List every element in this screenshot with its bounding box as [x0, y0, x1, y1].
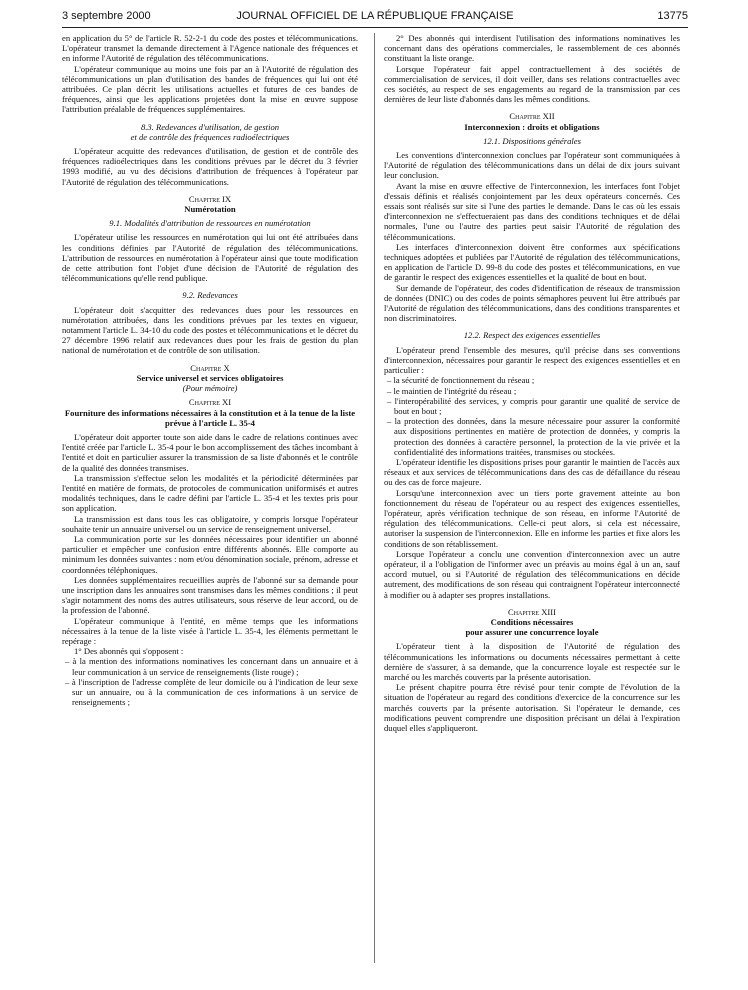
- column-separator: [374, 33, 375, 963]
- header-date: 3 septembre 2000: [62, 10, 151, 22]
- paragraph: Les interfaces d'interconnexion doivent être conformes aux spécifications techniques adoptées et publiées par l'Autorité de régulation des télécommunications, en application de l'article D. 99-8 du code des postes et télécommunications, en vue de garantir le respect des exigences essentielles et la qualité de bout en bout.: [384, 241, 680, 283]
- paragraph: L'opérateur identifie les dispositions prises pour garantir le maintien de l'accès aux réseaux et aux services de télécommunications dans des cas de défaillance du réseau ou des cas de force majeure.: [384, 456, 680, 488]
- list-item: – à l'inscription de l'adresse complète de leur domicile ou à l'indication de leur sexe sur un annuaire, ou à la communication de ces informations à un service de renseignements ;: [65, 676, 358, 708]
- chapter-title: Fourniture des informations nécessaires à la constitution et à la tenue de la liste prévue à l'article L. 35-4: [64, 407, 356, 428]
- list-item: – l'interopérabilité des services, y compris pour garantir une qualité de service de bout en bout ;: [387, 395, 680, 416]
- section-heading: et de contrôle des fréquences radioélectriques: [130, 131, 290, 142]
- section-heading: 9.1. Modalités d'attribution de ressources en numérotation: [109, 218, 311, 229]
- list-item: – la sécurité de fonctionnement du réseau ;: [387, 375, 535, 386]
- paragraph: L'opérateur doit s'acquitter des redevances dues pour les ressources en numérotation attribuées, dans les conditions prévues par les textes en vigueur, notamment l'article L. 34-10 du code des postes et télécommunications et le décret du 27 décembre 1996 relatif aux redevances dues pour les frais de gestion du plan national de numérotation et de contrôle de son utilisation.: [62, 304, 358, 356]
- chapter-label: Chapitre XI: [188, 397, 232, 408]
- section-heading: 9.2. Redevances: [182, 290, 238, 301]
- page-header: [62, 10, 688, 28]
- chapter-title: pour assurer une concurrence loyale: [465, 627, 599, 638]
- chapter-title: Interconnexion : droits et obligations: [464, 121, 600, 132]
- chapter-label: Chapitre X: [190, 362, 230, 373]
- chapter-subtitle: (Pour mémoire): [182, 383, 238, 394]
- paragraph: L'opérateur tient à la disposition de l'Autorité de régulation des télécommunications les informations ou documents nécessaires permettant à cette dernière de s'assurer, à sa demande, que la concurrence loyale est respectée sur le marché ou les marchés couverts par la présente autorisation.: [384, 641, 680, 682]
- paragraph: L'opérateur doit apporter toute son aide dans le cadre de relations continues avec l'entité créée par l'article L. 35-4 pour le bon accomplissement des tâches incombant à l'entité et doit en particulier assurer la transmission de sa liste d'abonnés et le contrôle de la qualité des données transmises.: [62, 431, 358, 473]
- paragraph: L'opérateur prend l'ensemble des mesures, qu'il précise dans ses conventions d'interconnexion, nécessaires pour garantir le respect des exigences essentielles et en particulier :: [384, 344, 680, 376]
- paragraph: Les données supplémentaires recueillies auprès de l'abonné sur sa demande pour une inscription dans les annuaires sont transmises dans les mêmes conditions ; il peut s'agir notamment des noms des autres utilisateurs, sous réserve de leur accord, ou de la profession de l'abonné.: [62, 574, 358, 616]
- paragraph: L'opérateur communique à l'entité, en même temps que les informations nécessaires à la tenue de la liste visée à l'article L. 35-4, les éléments permettant le repérage :: [62, 615, 358, 646]
- header-page-number: 13775: [657, 10, 688, 22]
- paragraph: Les conventions d'interconnexion conclues par l'opérateur sont communiquées à l'Autorité de régulation des télécommunications dans un délai de dix jours suivant leur conclusion.: [384, 150, 680, 181]
- section-heading: 8.3. Redevances d'utilisation, de gestion: [140, 121, 280, 132]
- right-column: [384, 33, 680, 983]
- list-item: – le maintien de l'intégrité du réseau ;: [387, 385, 517, 396]
- chapter-label: Chapitre XIII: [507, 606, 556, 617]
- paragraph: Avant la mise en œuvre effective de l'interconnexion, les interfaces font l'objet d'essais définis et réalisés conjointement par les deux opérateurs concernés. Ces essais sont réalisés sur site si l'une des parties le demande. Dans le cas où les essais d'interconnexion ne s'effectueraient pas dans des conditions techniques et de délai normales, l'une ou l'autre des parties peut saisir l'Autorité de régulation des télécommunications.: [384, 180, 680, 242]
- header-rule: [62, 27, 688, 28]
- paragraph: Lorsque l'opérateur fait appel contractuellement à des sociétés de commercialisation de services, il doit veiller, dans ses relations contractuelles avec ces sociétés, au respect de ses engagements au regard de la transmission par ces dernières de leur liste d'abonnés dans les mêmes conditions.: [384, 63, 680, 105]
- paragraph: L'opérateur acquitte des redevances d'utilisation, de gestion et de contrôle des fréquences radioélectriques dans les conditions prévues par le décret du 3 février 1993 modifié, au vu des décisions d'attribution de fréquences à l'opérateur par l'Autorité de régulation des télécommunications.: [62, 146, 358, 187]
- list-item: – la protection des données, dans la mesure nécessaire pour assurer la conformité aux dispositions pertinentes en matière de protection de données, y compris la protection des données à caractère personnel, la protection de la vie privée et la confidentialité des informations traitées, transmises ou stockées.: [387, 416, 680, 457]
- paragraph: L'opérateur utilise les ressources en numérotation qui lui ont été attribuées dans les conditions définies par l'Autorité de régulation des télécommunications. L'attribution de ressources en numérotation à l'opérateur ainsi que toute modification de cette attribution font l'objet d'une décision de l'Autorité de régulation des télécommunications qu'elle rend publique.: [62, 232, 358, 284]
- chapter-title: Numérotation: [184, 204, 236, 215]
- paragraph: 2° Des abonnés qui interdisent l'utilisation des informations nominatives les concernant dans des opérations commerciales, le rassemblement de ces abonnés constituant la liste orange.: [384, 33, 680, 64]
- paragraph: La communication porte sur les données nécessaires pour identifier un abonné particulier et empêcher une confusion entre différents abonnés. Elle comporte au minimum les données suivantes : nom et/ou dénomination sociale, prénom, adresse et coordonnées téléphoniques.: [62, 533, 358, 575]
- paragraph: La transmission s'effectue selon les modalités et la périodicité déterminées par l'entité en matière de formats, de protocoles de communication uniformisés et autres modalités techniques, dans le cadre défini par l'article L. 35-4 et les textes pris pour son application.: [62, 472, 358, 514]
- chapter-label: Chapitre XII: [509, 111, 555, 122]
- paragraph: L'opérateur communique au moins une fois par an à l'Autorité de régulation des télécommunications un plan d'utilisation des bandes de fréquences qui lui ont été attribuées. Ce plan décrit les utilisations actuelles et futures de ces bandes de fréquences, ainsi que les applications projetées dont la mise en œuvre suppose l'attribution préalable de fréquences supplémentaires.: [62, 63, 358, 115]
- chapter-title: Conditions nécessaires: [490, 616, 574, 627]
- paragraph: 1° Des abonnés qui s'opposent :: [74, 646, 184, 657]
- list-item: – à la mention des informations nominatives les concernant dans un annuaire et à leur communication à un service de renseignements (liste rouge) ;: [65, 656, 358, 677]
- paragraph: La transmission est dans tous les cas obligatoire, y compris lorsque l'opérateur souhaite tenir un annuaire universel ou un service de renseignement universel.: [62, 513, 358, 534]
- section-heading: 12.1. Dispositions générales: [483, 135, 581, 146]
- chapter-label: Chapitre IX: [188, 193, 232, 204]
- paragraph: Lorsque l'opérateur a conclu une convention d'interconnexion avec un autre opérateur, il a l'obligation de l'informer avec un préavis au moins égal à un an, sauf accord mutuel, ou si l'Autorité de régulation des télécommunications en décide autrement, des modifications de son réseau qui contraignent l'opérateur interconnecté à modifier ou à adapter ses propres installations.: [384, 548, 680, 600]
- paragraph: Sur demande de l'opérateur, des codes d'identification de réseaux de transmission de données (DNIC) ou des codes de points sémaphores peuvent lui être attribués par l'Autorité de régulation des télécommunications, dans des conditions transparentes et non discriminatoires.: [384, 282, 680, 324]
- section-heading: 12.2. Respect des exigences essentielles: [463, 330, 601, 341]
- paragraph: Lorsqu'une interconnexion avec un tiers porte gravement atteinte au bon fonctionnement du réseau de l'opérateur ou au respect des exigences essentielles, l'opérateur, après vérification technique de son réseau, en informe l'Autorité de régulation des télécommunications. Celle-ci peut alors, si cela est nécessaire, autoriser la suspension de l'interconnexion. Elle en informe les parties et fixe alors les conditions de son rétablissement.: [384, 487, 680, 549]
- chapter-title: Service universel et services obligatoires: [136, 372, 284, 383]
- paragraph: en application du 5° de l'article R. 52-2-1 du code des postes et télécommunications. L'opérateur transmet la demande directement à l'Agence nationale des fréquences et en informe l'Autorité de régulation des télécommunications.: [62, 33, 358, 64]
- left-column: [62, 33, 358, 983]
- paragraph: Le présent chapitre pourra être révisé pour tenir compte de l'évolution de la situation de l'opérateur au regard des conditions d'exercice de la concurrence sur les marchés couverts par la présente autorisation. Si l'opérateur le demande, ces modifications peuvent comprendre une disposition précisant un délai à l'expiration duquel elles s'appliqueront.: [384, 682, 680, 733]
- header-title: JOURNAL OFFICIEL DE LA RÉPUBLIQUE FRANÇAISE: [236, 10, 514, 22]
